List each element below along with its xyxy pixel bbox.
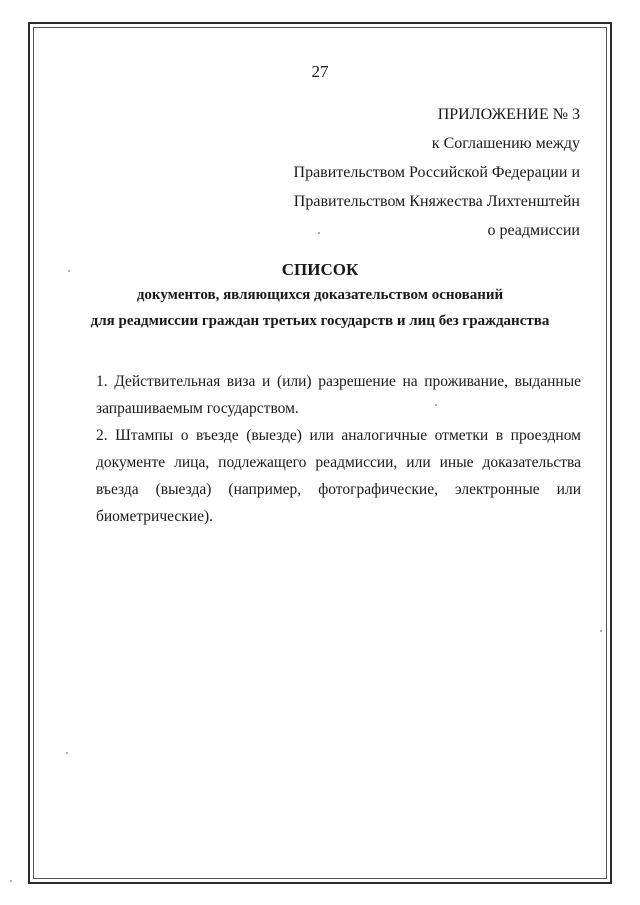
appendix-line-title: ПРИЛОЖЕНИЕ № 3: [437, 106, 580, 123]
page-number: 27: [311, 62, 329, 81]
list-item: 1. Действительная виза и (или) разрешение на проживание, выданные запрашиваемым государством.: [96, 373, 581, 417]
scan-speck: [66, 752, 68, 754]
scan-speck: [318, 232, 320, 234]
document-heading: [40, 258, 600, 334]
document-subtitle-line-2: для реадмиссии граждан третьих государств и лиц без гражданства: [90, 313, 550, 329]
document-title: СПИСОК: [281, 260, 359, 279]
appendix-line-party-russia: Правительством Российской Федерации и: [293, 164, 580, 181]
document-subtitle-line-1: документов, являющихся доказательством оснований: [136, 287, 504, 303]
scan-speck: [68, 270, 70, 272]
scan-speck: [10, 880, 12, 882]
appendix-line-party-liechtenstein: Правительством Княжества Лихтенштейн: [293, 193, 580, 210]
appendix-line-subject: о реадмиссии: [487, 222, 580, 239]
appendix-header: [294, 100, 580, 245]
scan-speck: [435, 404, 437, 406]
documents-list: [96, 368, 581, 530]
scan-speck: [600, 630, 602, 632]
appendix-line-agreement: к Соглашению между: [431, 135, 580, 152]
list-item: 2. Штампы о въезде (выезде) или аналогичные отметки в проездном документе лица, подлежащего реадмиссии, или иные доказательства въезда (выезда) (например, фотографические, электронные или биометрические).: [96, 427, 581, 525]
